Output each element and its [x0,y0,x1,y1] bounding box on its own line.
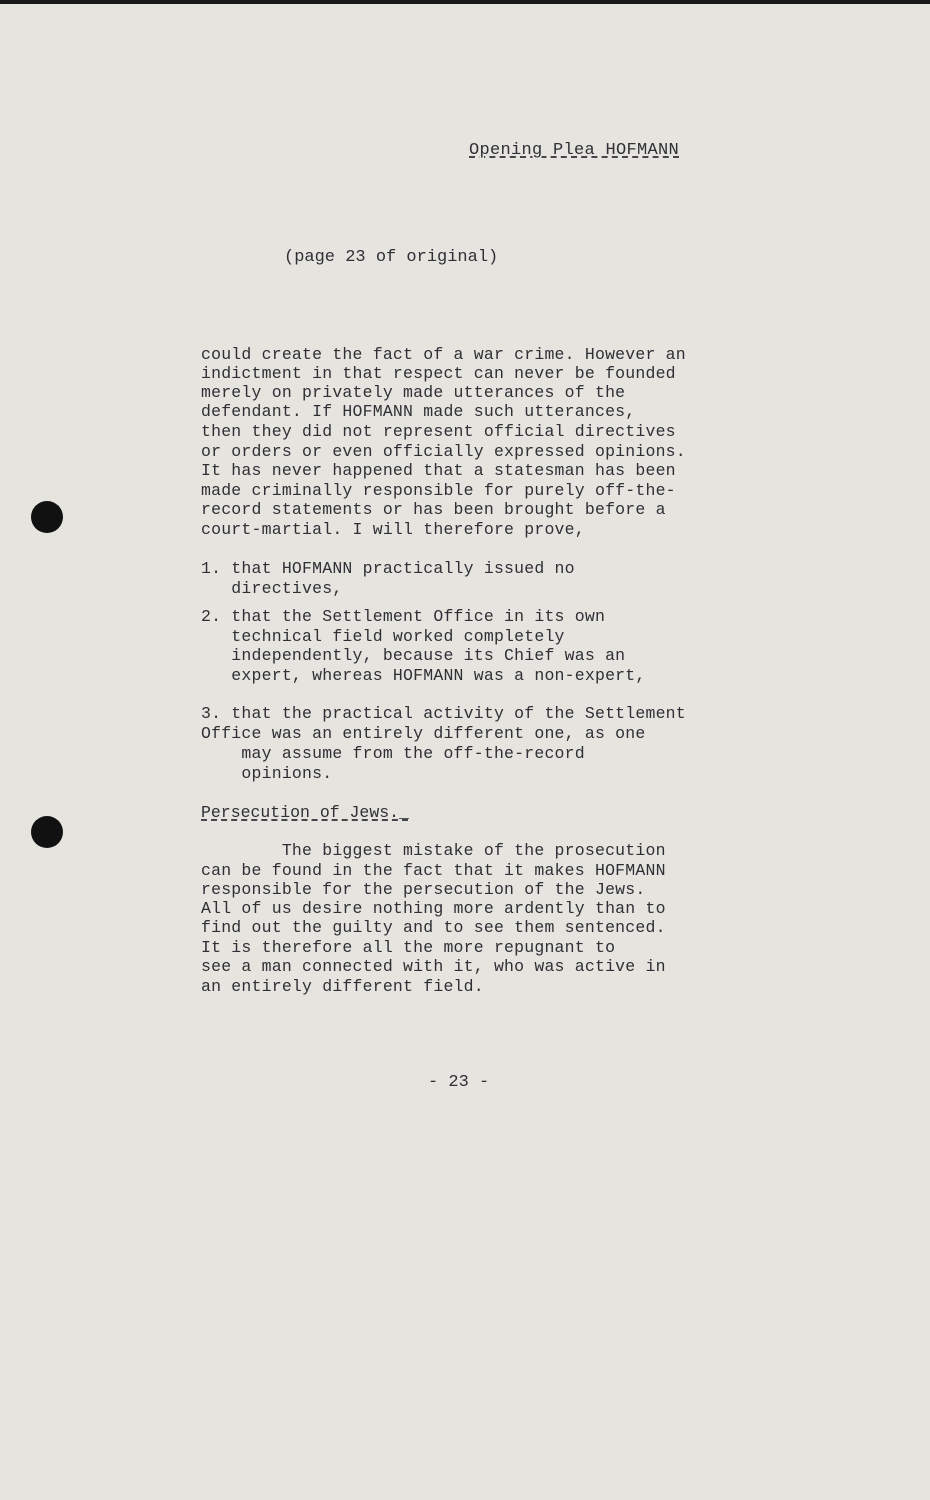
text-line: then they did not represent official directives [201,422,676,441]
list-item-line: 3. that the practical activity of the Settlement [201,704,686,723]
text-line: an entirely different field. [201,977,484,996]
list-item-line: Office was an entirely different one, as one [201,724,646,743]
list-item-line: opinions. [201,764,333,783]
list-item-line: expert, whereas HOFMANN was a non-expert, [201,666,646,685]
list-item-line: 1. that HOFMANN practically issued no [201,559,575,578]
page-reference: (page 23 of original) [284,248,499,267]
punch-hole [31,501,63,533]
text-line: All of us desire nothing more ardently than to [201,899,666,918]
text-line: responsible for the persecution of the Jews. [201,880,646,899]
text-line: merely on privately made utterances of the [201,383,626,402]
text-line: The biggest mistake of the prosecution [201,841,666,860]
list-item-line: independently, because its Chief was an [201,646,626,665]
punch-hole [31,816,63,848]
text-line: defendant. If HOFMANN made such utterances, [201,402,636,421]
page-number: - 23 - [428,1073,490,1092]
section-heading: Persecution of Jews._ [201,803,409,822]
text-line: court-martial. I will therefore prove, [201,520,585,539]
text-line: It has never happened that a statesman has been [201,461,676,480]
list-item-line: technical field worked completely [201,627,565,646]
scan-top-edge [0,0,930,4]
text-line: can be found in the fact that it makes HOFMANN [201,861,666,880]
text-line: see a man connected with it, who was active in [201,957,666,976]
text-line: made criminally responsible for purely off-the- [201,481,676,500]
text-line: or orders or even officially expressed opinions. [201,442,686,461]
document-title: Opening Plea HOFMANN [469,141,680,160]
list-item-line: 2. that the Settlement Office in its own [201,607,606,626]
list-item-line: directives, [201,579,343,598]
text-line: could create the fact of a war crime. However an [201,345,686,364]
text-line: find out the guilty and to see them sentenced. [201,918,666,937]
text-line: It is therefore all the more repugnant to [201,938,616,957]
text-line: indictment in that respect can never be founded [201,364,676,383]
list-item-line: may assume from the off-the-record [201,744,585,763]
text-line: record statements or has been brought before a [201,500,666,519]
